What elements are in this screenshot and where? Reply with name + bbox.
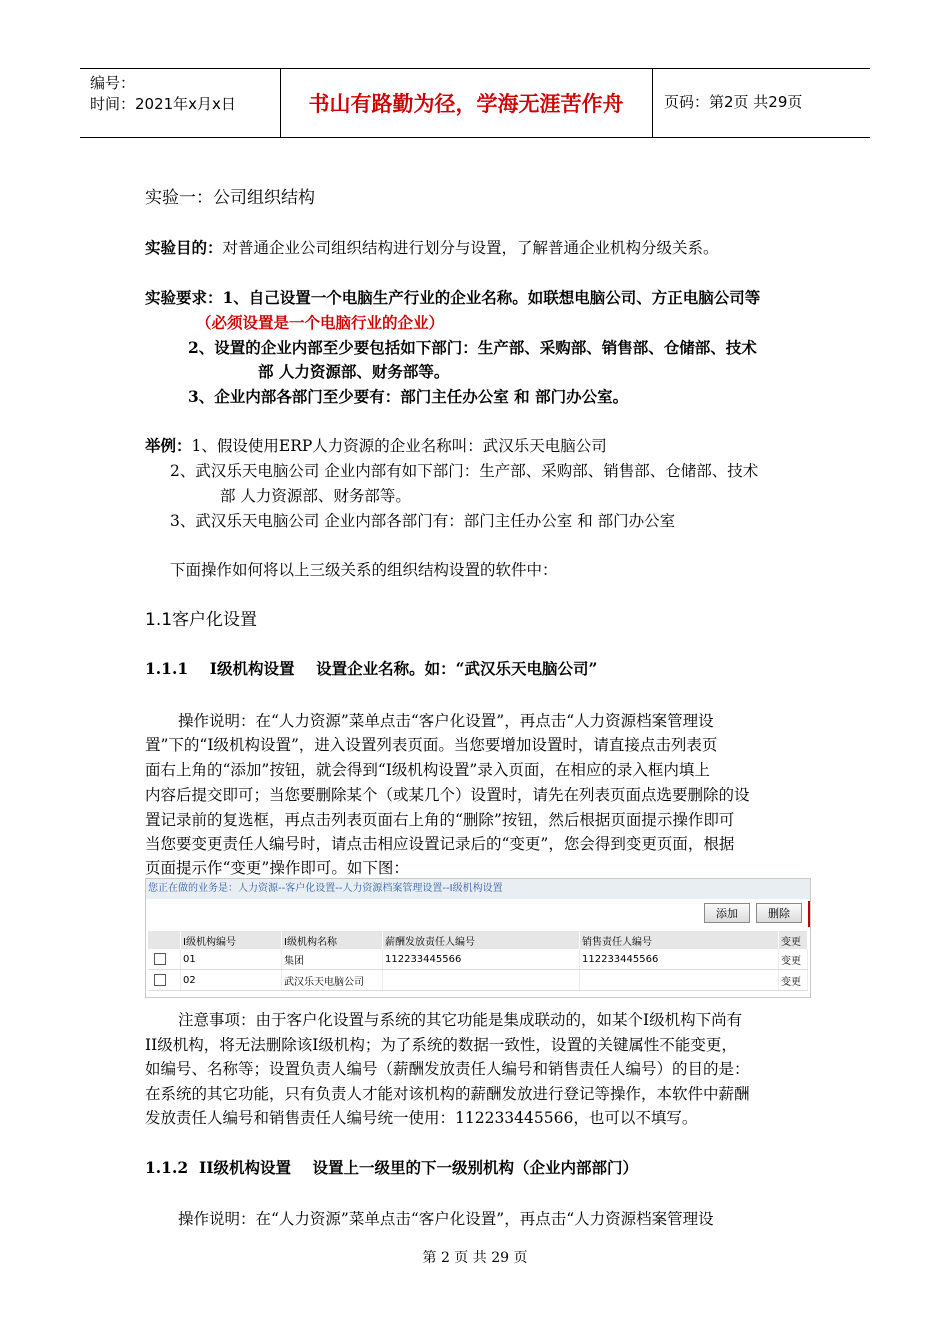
section-1-1-heading: 1.1客户化设置 — [145, 610, 258, 630]
para1-line: 面右上角的“添加”按钮，就会得到“Ⅰ级机构设置”录入页面，在相应的录入框内填上 — [145, 761, 710, 779]
example-2b: 部 人力资源部、财务部等。 — [220, 487, 411, 505]
embedded-screenshot — [145, 878, 811, 998]
row-checkbox[interactable] — [154, 974, 166, 986]
para1-line: 当您要变更责任人编号时，请点击相应设置记录后的“变更”，您会得到变更页面，根据 — [145, 835, 735, 853]
para1-line: 置”下的“Ⅰ级机构设置”，进入设置列表页面。当您要增加设置时，请直接点击列表页 — [145, 736, 718, 754]
cell-id: 02 — [181, 970, 282, 991]
example-label: 举例： — [145, 436, 192, 455]
para3-line: 操作说明：在“人力资源”菜单点击“客户化设置”，再点击“人力资源档案管理设 — [178, 1210, 714, 1228]
para2-line: 注意事项：由于客户化设置与系统的其它功能是集成联动的，如某个Ⅰ级机构下尚有 — [178, 1011, 743, 1029]
para1-line: 内容后提交即可；当您要删除某个（或某几个）设置时，请先在列表页面点选要删除的设 — [145, 786, 750, 804]
requirement-3: 3、企业内部各部门至少要有：部门主任办公室 和 部门办公室。 — [188, 387, 629, 406]
header-page-info: 页码：第2页 共29页 — [664, 93, 803, 111]
para2-line: II级机构，将无法删除该Ⅰ级机构；为了系统的数据一致性，设置的关键属性不能变更， — [145, 1036, 737, 1054]
page-header — [80, 68, 870, 138]
section-1-1-2-heading: 1.1.2 II级机构设置 设置上一级里的下一级别机构（企业内部部门） — [145, 1158, 639, 1177]
requirement-1: 1、自己设置一个电脑生产行业的企业名称。如联想电脑公司、方正电脑公司等 — [222, 288, 761, 307]
header-left — [90, 73, 236, 115]
table-row — [148, 970, 808, 991]
example-1: 1、假设使用ERP人力资源的企业名称叫：武汉乐天电脑公司 — [191, 437, 607, 455]
example-line-1 — [145, 434, 607, 458]
cell-name: 武汉乐天电脑公司 — [282, 970, 383, 991]
time-label: 时间：2021年x月x日 — [90, 95, 236, 113]
requirement-1-note: （必须设置是一个电脑行业的企业） — [196, 313, 445, 332]
para2-line: 在系统的其它功能，只有负责人才能对该机构的薪酬发放进行登记等操作，本软件中薪酬 — [145, 1085, 750, 1103]
column-header: 薪酬发放责任人编号 — [383, 931, 580, 949]
column-header: 变更 — [779, 931, 808, 949]
change-link[interactable]: 变更 — [779, 970, 808, 991]
cell-name: 集团 — [282, 949, 383, 970]
org-table — [148, 931, 808, 991]
para2-line: 发放责任人编号和销售责任人编号统一使用：112233445566，也可以不填写。 — [145, 1109, 698, 1127]
row-select — [148, 949, 181, 970]
para1-line: 操作说明：在“人力资源”菜单点击“客户化设置”，再点击“人力资源档案管理设 — [178, 712, 714, 730]
purpose-text: 对普通企业公司组织结构进行划分与设置，了解普通企业机构分级关系。 — [222, 239, 719, 257]
table-row — [148, 949, 808, 970]
breadcrumb: 您正在做的业务是：人力资源--客户化设置--人力资源档案管理设置--I级机构设置 — [146, 879, 810, 899]
purpose-line — [145, 236, 719, 260]
requirement-line-1 — [145, 286, 760, 310]
number-label: 编号： — [90, 74, 136, 92]
requirement-2a: 2、设置的企业内部至少要包括如下部门：生产部、采购部、销售部、仓储部、技术 — [188, 338, 757, 357]
add-button[interactable]: 添加 — [704, 903, 750, 923]
requirement-2b: 部 人力资源部、财务部等。 — [258, 362, 450, 381]
cell-id: 01 — [181, 949, 282, 970]
para2-line: 如编号、名称等；设置负责人编号（薪酬发放责任人编号和销售责任人编号）的目的是： — [145, 1060, 750, 1078]
row-checkbox[interactable] — [154, 953, 166, 965]
delete-button[interactable]: 删除 — [756, 903, 802, 923]
para1-line: 页面提示作“变更”操作即可。如下图： — [145, 859, 409, 877]
column-header: I级机构名称 — [282, 931, 383, 949]
page-title: 实验一：公司组织结构 — [145, 188, 315, 208]
row-select — [148, 970, 181, 991]
header-divider — [652, 69, 653, 137]
change-link[interactable]: 变更 — [779, 949, 808, 970]
edge-marker — [808, 901, 810, 927]
section-1-1-1-heading: 1.1.1 I级机构设置 设置企业名称。如：“武汉乐天电脑公司” — [145, 659, 598, 678]
example-3: 3、武汉乐天电脑公司 企业内部各部门有：部门主任办公室 和 部门办公室 — [170, 512, 676, 530]
table-header-row — [148, 931, 808, 949]
header-motto: 书山有路勤为径，学海无涯苦作舟 — [308, 91, 624, 116]
cell-pay-owner: 112233445566 — [383, 949, 580, 970]
example-2a: 2、武汉乐天电脑公司 企业内部有如下部门：生产部、采购部、销售部、仓储部、技术 — [170, 462, 759, 480]
select-column-header — [148, 931, 181, 949]
page-footer: 第 2 页 共 29 页 — [422, 1250, 528, 1266]
purpose-label: 实验目的： — [145, 238, 223, 257]
cell-sales-owner — [580, 970, 779, 991]
cell-pay-owner — [383, 970, 580, 991]
intro-text: 下面操作如何将以上三级关系的组织结构设置的软件中： — [170, 561, 558, 579]
column-header: 销售责任人编号 — [580, 931, 779, 949]
requirements-label: 实验要求： — [145, 288, 223, 307]
para1-line: 置记录前的复选框，再点击列表页面右上角的“删除”按钮，然后根据页面提示操作即可 — [145, 811, 735, 829]
cell-sales-owner: 112233445566 — [580, 949, 779, 970]
column-header: I级机构编号 — [181, 931, 282, 949]
